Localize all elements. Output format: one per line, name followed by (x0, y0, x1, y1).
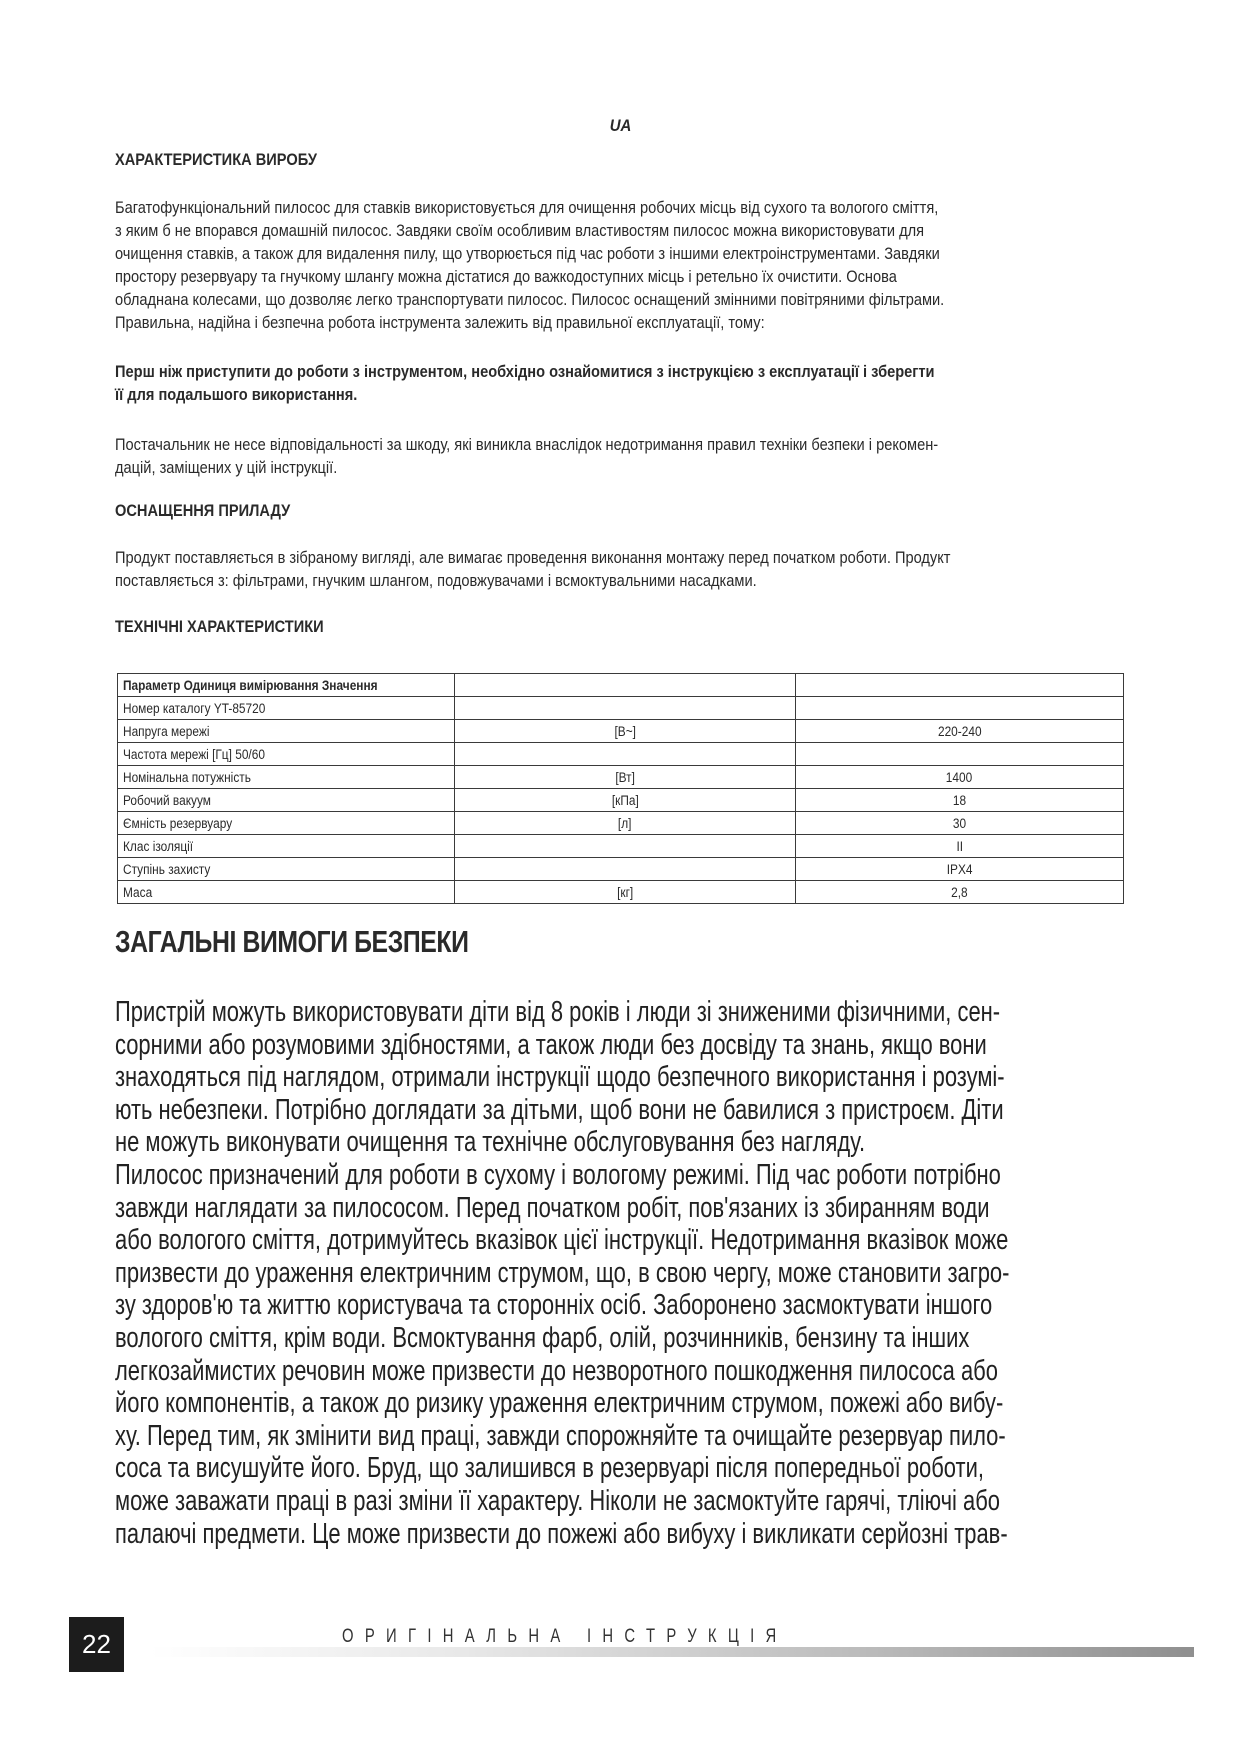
unit-cell: [В~] (455, 720, 796, 743)
text-line: вологого сміття, крім води. Всмоктування фарб, олій, розчинників, бензину та інших (115, 1321, 970, 1354)
text-line: простору резервуару та гнучкому шлангу можна дістатися до важкодоступних місць і ретельно їх очистити. Основа (115, 267, 897, 286)
param-cell: Номер каталогу YT-85720 (118, 697, 455, 720)
text-line: дацій, заміщених у цій інструкції. (115, 458, 338, 477)
table-header-cell (796, 674, 1124, 697)
table-header-cell (455, 674, 796, 697)
text-line: зу здоров'ю та життю користувача та сторонніх осіб. Заборонено засмоктувати іншого (115, 1289, 993, 1322)
text-line: сорними або розумовими здібностями, а також люди без досвіду та знань, якщо вони (115, 1028, 987, 1061)
section-title-general-safety: ЗАГАЛЬНІ ВИМОГИ БЕЗПЕКИ (115, 924, 469, 959)
table-row (118, 835, 1124, 858)
table-row (118, 743, 1124, 766)
value-cell: 220-240 (796, 720, 1124, 743)
param-cell: Клас ізоляції (118, 835, 455, 858)
warning-read-manual (115, 360, 1113, 406)
param-cell: Ємність резервуару (118, 812, 455, 835)
text-line: палаючі предмети. Це може призвести до пожежі або вибуху і викликати серйозні трав- (115, 1517, 1008, 1550)
value-cell: II (796, 835, 1124, 858)
section-title-technical-specs: ТЕХНІЧНІ ХАРАКТЕРИСТИКИ (115, 617, 324, 636)
unit-cell (455, 835, 796, 858)
general-safety-text (115, 996, 1024, 1550)
section-title-product-description: ХАРАКТЕРИСТИКА ВИРОБУ (115, 150, 317, 169)
value-cell: IPX4 (796, 858, 1124, 881)
text-line: ють небезпеки. Потрібно доглядати за дітьми, щоб вони не бавилися з пристроєм. Діти (115, 1093, 1004, 1126)
text-line: знаходяться під наглядом, отримали інструкції щодо безпечного використання і розумі- (115, 1061, 1005, 1094)
text-line: Пристрій можуть використовувати діти від 8 років і люди зі зниженими фізичними, сен- (115, 996, 1001, 1028)
spec-table (117, 673, 1124, 904)
table-row (118, 881, 1124, 904)
value-cell: 18 (796, 789, 1124, 812)
text-line: Багатофункціональний пилосос для ставків використовується для очищення робочих місць від сухого та вологого сміття, (115, 198, 939, 217)
equipment-text (115, 546, 1113, 592)
text-line: ху. Перед тим, як змінити вид праці, завжди спорожняйте та очищайте резервуар пило- (115, 1419, 1006, 1452)
unit-cell: [Вт] (455, 766, 796, 789)
text-line: Перш ніж приступити до роботи з інструментом, необхідно ознайомитися з інструкцією з експлуатації і зберегти (115, 362, 935, 381)
table-row (118, 766, 1124, 789)
unit-cell (455, 858, 796, 881)
text-line: його компонентів, а також до ризику ураження електричним струмом, пожежі або вибу- (115, 1387, 1004, 1420)
footer-label: ОРИГІНАЛЬНА ІНСТРУКЦІЯ (342, 1626, 788, 1647)
text-line: соса та висушуйте його. Бруд, що залишився в резервуарі після попередньої роботи, (115, 1452, 984, 1485)
param-cell: Маса (118, 881, 455, 904)
value-cell (796, 743, 1124, 766)
text-line: обладнана колесами, що дозволяє легко транспортувати пилосос. Пилосос оснащений змінними повітряними фільтрами. (115, 290, 945, 309)
value-cell: 30 (796, 812, 1124, 835)
footer-gradient-bar (150, 1647, 1194, 1657)
text-line: її для подальшого використання. (115, 385, 358, 404)
text-line: очищення ставків, а також для видалення пилу, що утворюється під час роботи з іншими електроінструментами. Завдяки (115, 244, 940, 263)
liability-note (115, 433, 1113, 479)
text-line: призвести до ураження електричним струмом, що, в свою чергу, може становити загро- (115, 1256, 1010, 1289)
language-label: UA (609, 116, 632, 135)
table-header-row (118, 674, 1124, 697)
text-line: завжди наглядати за пилососом. Перед початком робіт, пов'язаних із збиранням води (115, 1191, 990, 1224)
table-row (118, 812, 1124, 835)
text-line: Пилосос призначений для роботи в сухому і вологому режимі. Під час роботи потрібно (115, 1158, 1001, 1191)
param-cell: Напруга мережі (118, 720, 455, 743)
param-cell: Ступінь захисту (118, 858, 455, 881)
unit-cell: [кг] (455, 881, 796, 904)
table-row (118, 789, 1124, 812)
product-description-text (115, 196, 1113, 334)
text-line: Постачальник не несе відповідальності за шкоду, які виникла внаслідок недотримання правил техніки безпеки і рекомен- (115, 435, 939, 454)
text-line: Продукт поставляється в зібраному вигляді, але вимагає проведення виконання монтажу перед початком роботи. Продукт (115, 548, 951, 567)
text-line: або вологого сміття, дотримуйтесь вказівок цієї інструкції. Недотримання вказівок може (115, 1224, 1009, 1257)
page-number: 22 (69, 1617, 124, 1672)
text-line: з яким б не впорався домашній пилосос. Завдяки своїм особливим властивостям пилосос можна використовувати для (115, 221, 925, 240)
table-header-cell: Параметр Одиниця вимірювання Значення (118, 674, 455, 697)
table-row (118, 858, 1124, 881)
text-line: не можуть виконувати очищення та технічне обслуговування без нагляду. (115, 1126, 866, 1159)
unit-cell (455, 743, 796, 766)
value-cell: 1400 (796, 766, 1124, 789)
text-line: легкозаймистих речовин може призвести до незворотного пошкодження пилососа або (115, 1354, 998, 1387)
table-row (118, 720, 1124, 743)
section-title-equipment: ОСНАЩЕННЯ ПРИЛАДУ (115, 501, 291, 520)
param-cell: Номінальна потужність (118, 766, 455, 789)
text-line: поставляється з: фільтрами, гнучким шлангом, подовжувачами і всмоктувальними насадками. (115, 571, 757, 590)
param-cell: Частота мережі [Гц] 50/60 (118, 743, 455, 766)
value-cell (796, 697, 1124, 720)
text-line: може заважати праці в разі зміни її характеру. Ніколи не засмоктуйте гарячі, тліючі або (115, 1484, 1000, 1517)
value-cell: 2,8 (796, 881, 1124, 904)
unit-cell (455, 697, 796, 720)
unit-cell: [л] (455, 812, 796, 835)
text-line: Правильна, надійна і безпечна робота інструмента залежить від правильної експлуатації, тому: (115, 313, 765, 332)
param-cell: Робочий вакуум (118, 789, 455, 812)
unit-cell: [кПа] (455, 789, 796, 812)
table-row (118, 697, 1124, 720)
